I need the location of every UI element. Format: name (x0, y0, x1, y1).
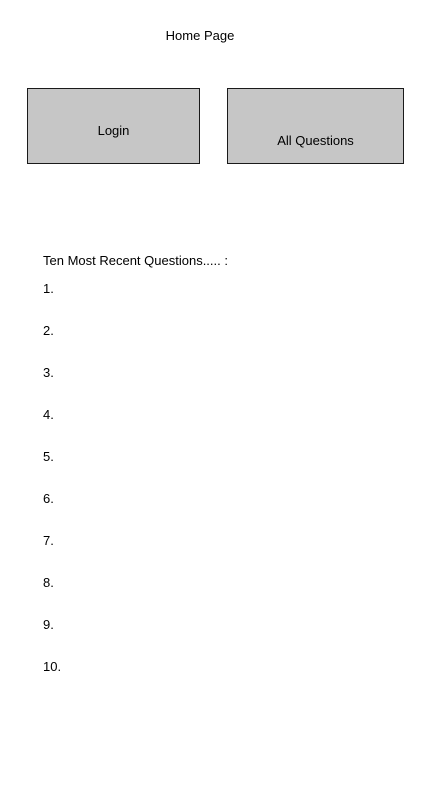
login-button-label: Login (97, 123, 130, 138)
question-item-8: 8. (43, 575, 54, 590)
login-button[interactable] (27, 88, 200, 164)
recent-questions-heading: Ten Most Recent Questions..... : (43, 253, 228, 268)
page-title: Home Page (165, 28, 235, 43)
question-item-5: 5. (43, 449, 54, 464)
question-item-6: 6. (43, 491, 54, 506)
recent-questions-list (43, 281, 61, 701)
question-item-9: 9. (43, 617, 54, 632)
question-item-2: 2. (43, 323, 54, 338)
question-item-3: 3. (43, 365, 54, 380)
question-item-1: 1. (43, 281, 54, 296)
question-item-10: 10. (43, 659, 62, 674)
all-questions-button[interactable] (227, 88, 404, 164)
question-item-7: 7. (43, 533, 54, 548)
all-questions-button-label: All Questions (277, 133, 354, 148)
question-item-4: 4. (43, 407, 54, 422)
